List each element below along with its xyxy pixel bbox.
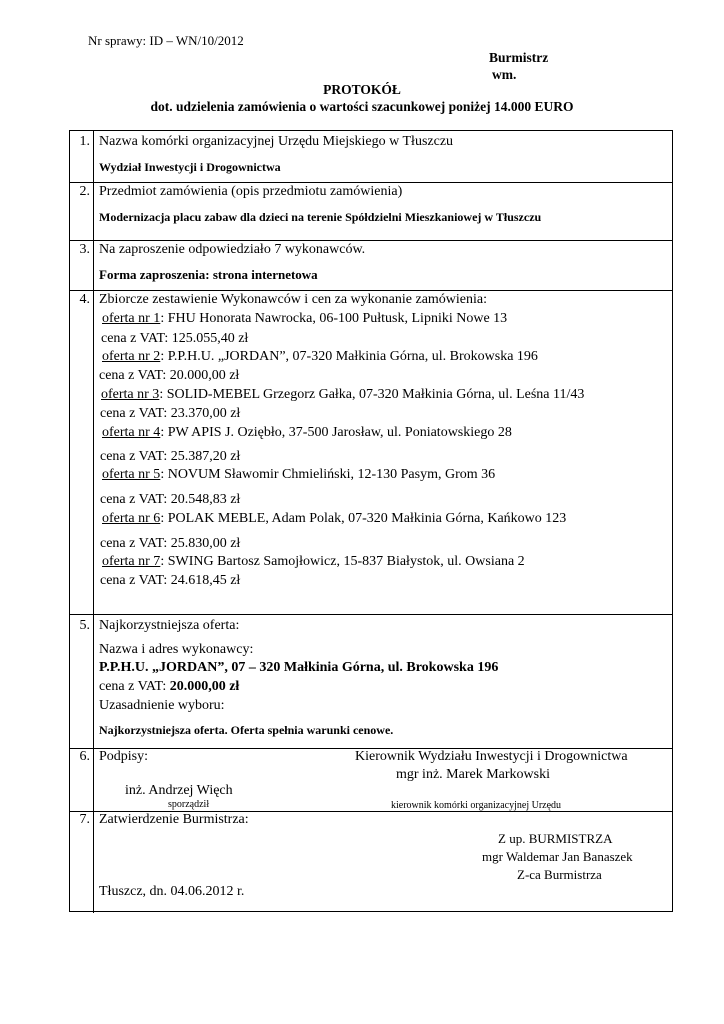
offer-7 xyxy=(102,554,525,570)
offer-ref: oferta nr 2 xyxy=(102,349,161,364)
addressee-line-2: wm. xyxy=(492,67,517,82)
preparer-role: sporządził xyxy=(168,799,210,810)
row-number: 4. xyxy=(70,291,94,615)
price-label: cena z VAT: xyxy=(99,679,170,694)
addressee-line-1: Burmistrz xyxy=(489,50,549,65)
offer-contractor: : PW APIS J. Oziębło, 37-500 Jarosław, ul. Poniatowskiego 28 xyxy=(160,425,512,440)
head-name: mgr inż. Marek Markowski xyxy=(396,767,550,782)
offer-contractor: : SWING Bartosz Samojłowicz, 15-837 Białystok, ul. Owsiana 2 xyxy=(160,554,525,569)
offer-ref: oferta nr 4 xyxy=(102,425,161,440)
table-row-1 xyxy=(70,131,672,182)
offer-ref: oferta nr 6 xyxy=(102,511,161,526)
row-label: Podpisy: xyxy=(99,749,149,764)
price-value: 20.000,00 zł xyxy=(169,679,240,694)
offer-ref: oferta nr 1 xyxy=(102,311,161,326)
offer-contractor: : FHU Honorata Nawrocka, 06-100 Pułtusk, Lipniki Nowe 13 xyxy=(160,311,508,326)
offer-contractor: : P.P.H.U. „JORDAN”, 07-320 Małkinia Górna, ul. Brokowska 196 xyxy=(160,349,538,364)
offer-4 xyxy=(102,425,512,441)
row-number: 6. xyxy=(70,749,94,812)
offer-1-price: cena z VAT: 125.055,40 zł xyxy=(101,331,249,346)
offer-2 xyxy=(102,349,538,365)
offer-ref: oferta nr 3 xyxy=(101,387,160,402)
table-row-2 xyxy=(70,182,672,241)
row-label: Przedmiot zamówienia (opis przedmiotu zamówienia) xyxy=(99,184,403,199)
row-label: Zbiorcze zestawienie Wykonawców i cen za wykonanie zamówienia: xyxy=(99,292,488,307)
table-row-3 xyxy=(70,240,672,291)
order-subject: Modernizacja placu zabaw dla dzieci na terenie Spółdzielni Mieszkaniowej w Tłuszczu xyxy=(99,210,542,224)
row-label: Zatwierdzenie Burmistrza: xyxy=(99,812,249,827)
reason-label: Uzasadnienie wyboru: xyxy=(99,698,225,713)
offer-5-price: cena z VAT: 20.548,83 zł xyxy=(100,492,241,507)
offer-6 xyxy=(102,511,566,527)
contractor-label: Nazwa i adres wykonawcy: xyxy=(99,642,254,657)
winning-contractor: P.P.H.U. „JORDAN”, 07 – 320 Małkinia Górna, ul. Brokowska 196 xyxy=(99,660,499,675)
protocol-table xyxy=(69,130,673,912)
place-date: Tłuszcz, dn. 04.06.2012 r. xyxy=(99,884,245,899)
case-number: Nr sprawy: ID – WN/10/2012 xyxy=(88,33,244,48)
offer-3-price: cena z VAT: 23.370,00 zł xyxy=(100,406,241,421)
approval-line-1: Z up. BURMISTRZA xyxy=(498,831,613,846)
offer-ref: oferta nr 7 xyxy=(102,554,161,569)
offer-4-price: cena z VAT: 25.387,20 zł xyxy=(100,449,241,464)
offer-contractor: : NOVUM Sławomir Chmieliński, 12-130 Pasym, Grom 36 xyxy=(160,467,496,482)
offer-5 xyxy=(102,467,495,483)
department-name: Wydział Inwestycji i Drogownictwa xyxy=(99,160,281,174)
approval-line-3: Z-ca Burmistrza xyxy=(517,867,602,882)
offer-contractor: : POLAK MEBLE, Adam Polak, 07-320 Małkinia Górna, Kańkowo 123 xyxy=(160,511,567,526)
document-subtitle: dot. udzielenia zamówienia o wartości szacunkowej poniżej 14.000 EURO xyxy=(150,99,574,114)
row-number: 5. xyxy=(70,615,94,749)
row-label: Na zaproszenie odpowiedziało 7 wykonawców. xyxy=(99,242,366,257)
row-label: Najkorzystniejsza oferta: xyxy=(99,618,240,633)
table-row-4 xyxy=(70,290,672,615)
row-label: Nazwa komórki organizacyjnej Urzędu Miejskiego w Tłuszczu xyxy=(99,134,454,149)
table-row-6 xyxy=(70,748,672,812)
offer-contractor: : SOLID-MEBEL Grzegorz Gałka, 07-320 Małkinia Górna, ul. Leśna 11/43 xyxy=(159,387,585,402)
winning-price xyxy=(99,679,239,695)
row-number: 2. xyxy=(70,183,94,241)
table-row-7 xyxy=(70,811,672,913)
head-title: Kierownik Wydziału Inwestycji i Drogownictwa xyxy=(355,749,628,764)
document-title: PROTOKÓŁ xyxy=(323,82,401,97)
offer-1 xyxy=(102,311,507,327)
offer-6-price: cena z VAT: 25.830,00 zł xyxy=(100,536,241,551)
row-number: 3. xyxy=(70,241,94,291)
table-row-5 xyxy=(70,614,672,749)
row-number: 7. xyxy=(70,812,94,913)
offer-ref: oferta nr 5 xyxy=(102,467,161,482)
invitation-form: Forma zaproszenia: strona internetowa xyxy=(99,267,318,282)
selection-reason: Najkorzystniejsza oferta. Oferta spełnia warunki cenowe. xyxy=(99,723,394,737)
preparer-name: inż. Andrzej Więch xyxy=(125,783,233,798)
row-number: 1. xyxy=(70,131,94,182)
offer-3 xyxy=(101,387,584,403)
offer-2-price: cena z VAT: 20.000,00 zł xyxy=(99,368,240,383)
head-role: kierownik komórki organizacyjnej Urzędu xyxy=(391,800,562,811)
approval-line-2: mgr Waldemar Jan Banaszek xyxy=(482,849,633,864)
offer-7-price: cena z VAT: 24.618,45 zł xyxy=(100,573,241,588)
